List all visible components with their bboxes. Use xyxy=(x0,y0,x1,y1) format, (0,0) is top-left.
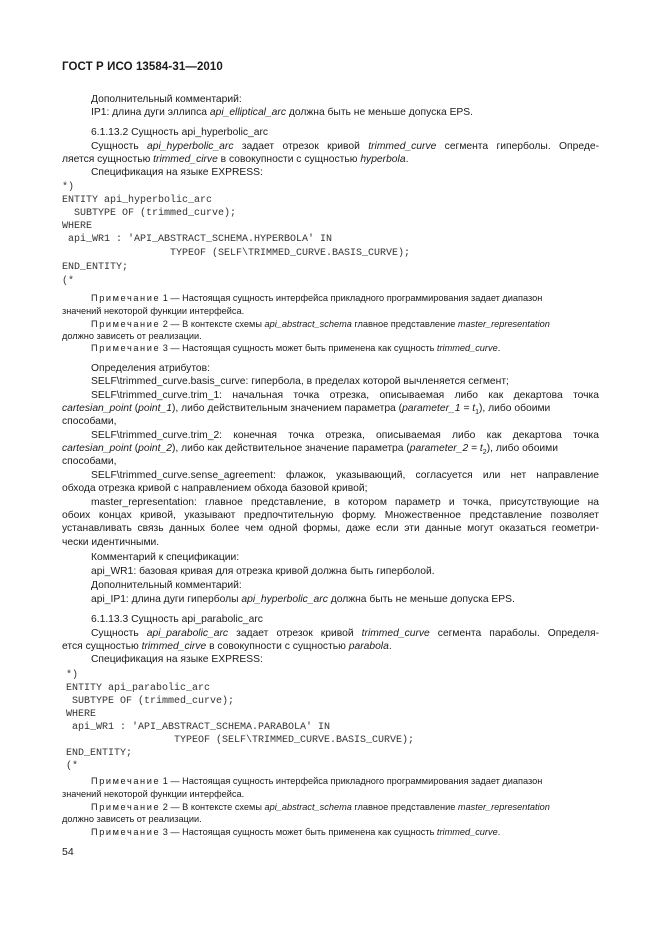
note-2: Примечание 2 — В контексте схемы api_abstract_schema главное представление master_representation xyxy=(91,802,550,812)
express-code-line: WHERE xyxy=(62,221,93,232)
hyperbolic-desc-line2: ляется сущностью trimmed_cirve в совокупности с сущностью hyperbola. xyxy=(62,154,409,165)
express-code-line: WHERE xyxy=(66,709,97,720)
section-heading-hyperbolic: 6.1.13.2 Сущность api_hyperbolic_arc xyxy=(91,127,269,138)
trim1-def-line3: способами, xyxy=(62,416,117,427)
express-code-line: END_ENTITY; xyxy=(62,262,129,273)
note-1: Примечание 1 — Настоящая сущность интерфейса прикладного программирования задает диапазон xyxy=(91,293,543,303)
master-rep-def-line4: чески идентичными. xyxy=(62,537,160,548)
express-code-line: *) xyxy=(66,670,79,681)
express-code-line: SUBTYPE OF (trimmed_curve); xyxy=(62,208,237,219)
spec-express-label: Спецификация на языке EXPRESS: xyxy=(91,167,263,178)
express-code-line: ENTITY api_hyperbolic_arc xyxy=(62,195,213,206)
note-1: Примечание 1 — Настоящая сущность интерфейса прикладного программирования задает диапазон xyxy=(91,776,543,786)
master-rep-def-line1: master_representation: главное представление, в котором параметр и точка, присутствующие на xyxy=(91,497,599,508)
note-1-cont: значений некоторой функции интерфейса. xyxy=(62,789,245,799)
ip1-ellipse-text: IP1: длина дуги эллипса api_elliptical_arc должна быть не меньше допуска EPS. xyxy=(91,107,474,118)
trim1-def-line1: SELF\trimmed_curve.trim_1: начальная точка отрезка, описываемая либо как декартова точка xyxy=(91,390,599,401)
extra-comment-label: Дополнительный комментарий: xyxy=(91,580,242,591)
page-number: 54 xyxy=(62,846,74,858)
note-3: Примечание 3 — Настоящая сущность может быть применена как сущность trimmed_curve. xyxy=(91,827,501,837)
note-1-cont: значений некоторой функции интерфейса. xyxy=(62,306,245,316)
express-code-line: api_WR1 : 'API_ABSTRACT_SCHEMA.PARABOLA' IN xyxy=(66,722,331,733)
parabolic-desc-line2: ется сущностью trimmed_cirve в совокупности с сущностью parabola. xyxy=(62,641,392,652)
note-2-cont: должно зависеть от реализации. xyxy=(62,814,202,824)
express-code-line: END_ENTITY; xyxy=(66,748,133,759)
express-code-line: *) xyxy=(62,182,75,193)
trim2-def-line2: cartesian_point (point_2), либо как действительное значение параметра (parameter_2 = $t_2$), либо обоими xyxy=(62,443,559,457)
parabolic-desc-line1: Сущность api_parabolic_arc задает отрезок кривой trimmed_curve сегмента параболы. Определя- xyxy=(91,628,599,639)
master-rep-def-line3: устанавливать связь данных более чем одной формы, даже если эти данные могут оказаться геометри- xyxy=(62,523,599,534)
wr1-comment: api_WR1: базовая кривая для отрезка кривой должна быть гиперболой. xyxy=(91,566,435,577)
section-heading-parabolic: 6.1.13.3 Сущность api_parabolic_arc xyxy=(91,614,263,625)
express-code-line: ENTITY api_parabolic_arc xyxy=(66,683,211,694)
note-3: Примечание 3 — Настоящая сущность может быть применена как сущность trimmed_curve. xyxy=(91,343,501,353)
note-2-cont: должно зависеть от реализации. xyxy=(62,331,202,341)
sense-agreement-def-line1: SELF\trimmed_curve.sense_agreement: флажок, указывающий, согласуется или нет направление xyxy=(91,470,599,481)
express-code-line: TYPEOF (SELF\TRIMMED_CURVE.BASIS_CURVE); xyxy=(66,735,415,746)
master-rep-def-line2: обоих концах кривой, указывают предпочтительную форму. Множественное представление позволяет xyxy=(62,510,599,521)
trim2-def-line1: SELF\trimmed_curve.trim_2: конечная точка отрезка, описываемая либо как декартова точка xyxy=(91,430,599,441)
extra-comment-label: Дополнительный комментарий: xyxy=(91,94,242,105)
note-2: Примечание 2 — В контексте схемы api_abstract_schema главное представление master_representation xyxy=(91,319,550,329)
page-header-title: ГОСТ Р ИСО 13584-31—2010 xyxy=(62,61,223,73)
hyperbolic-desc-line1: Сущность api_hyperbolic_arc задает отрезок кривой trimmed_curve сегмента гиперболы. Опреде- xyxy=(91,141,600,152)
express-code-line: (* xyxy=(66,761,79,772)
express-code-line: api_WR1 : 'API_ABSTRACT_SCHEMA.HYPERBOLA' IN xyxy=(62,234,333,245)
spec-express-label: Спецификация на языке EXPRESS: xyxy=(91,654,263,665)
attribute-definitions-label: Определения атрибутов: xyxy=(91,363,210,374)
sense-agreement-def-line2: обхода отрезка кривой с направлением обхода базовой кривой; xyxy=(62,483,368,494)
trim2-def-line3: способами, xyxy=(62,456,117,467)
express-code-line: (* xyxy=(62,276,75,287)
express-code-line: SUBTYPE OF (trimmed_curve); xyxy=(66,696,235,707)
basis-curve-def: SELF\trimmed_curve.basis_curve: гипербола, в пределах которой вычленяется сегмент; xyxy=(91,376,509,387)
spec-comment-label: Комментарий к спецификации: xyxy=(91,552,240,563)
ip1-hyperbola-text: api_IP1: длина дуги гиперболы api_hyperbolic_arc должна быть не меньше допуска EPS. xyxy=(91,594,515,605)
express-code-line: TYPEOF (SELF\TRIMMED_CURVE.BASIS_CURVE); xyxy=(62,248,411,259)
trim1-def-line2: cartesian_point (point_1), либо действительным значением параметра (parameter_1 = $t_1$), либо обоими xyxy=(62,403,551,417)
